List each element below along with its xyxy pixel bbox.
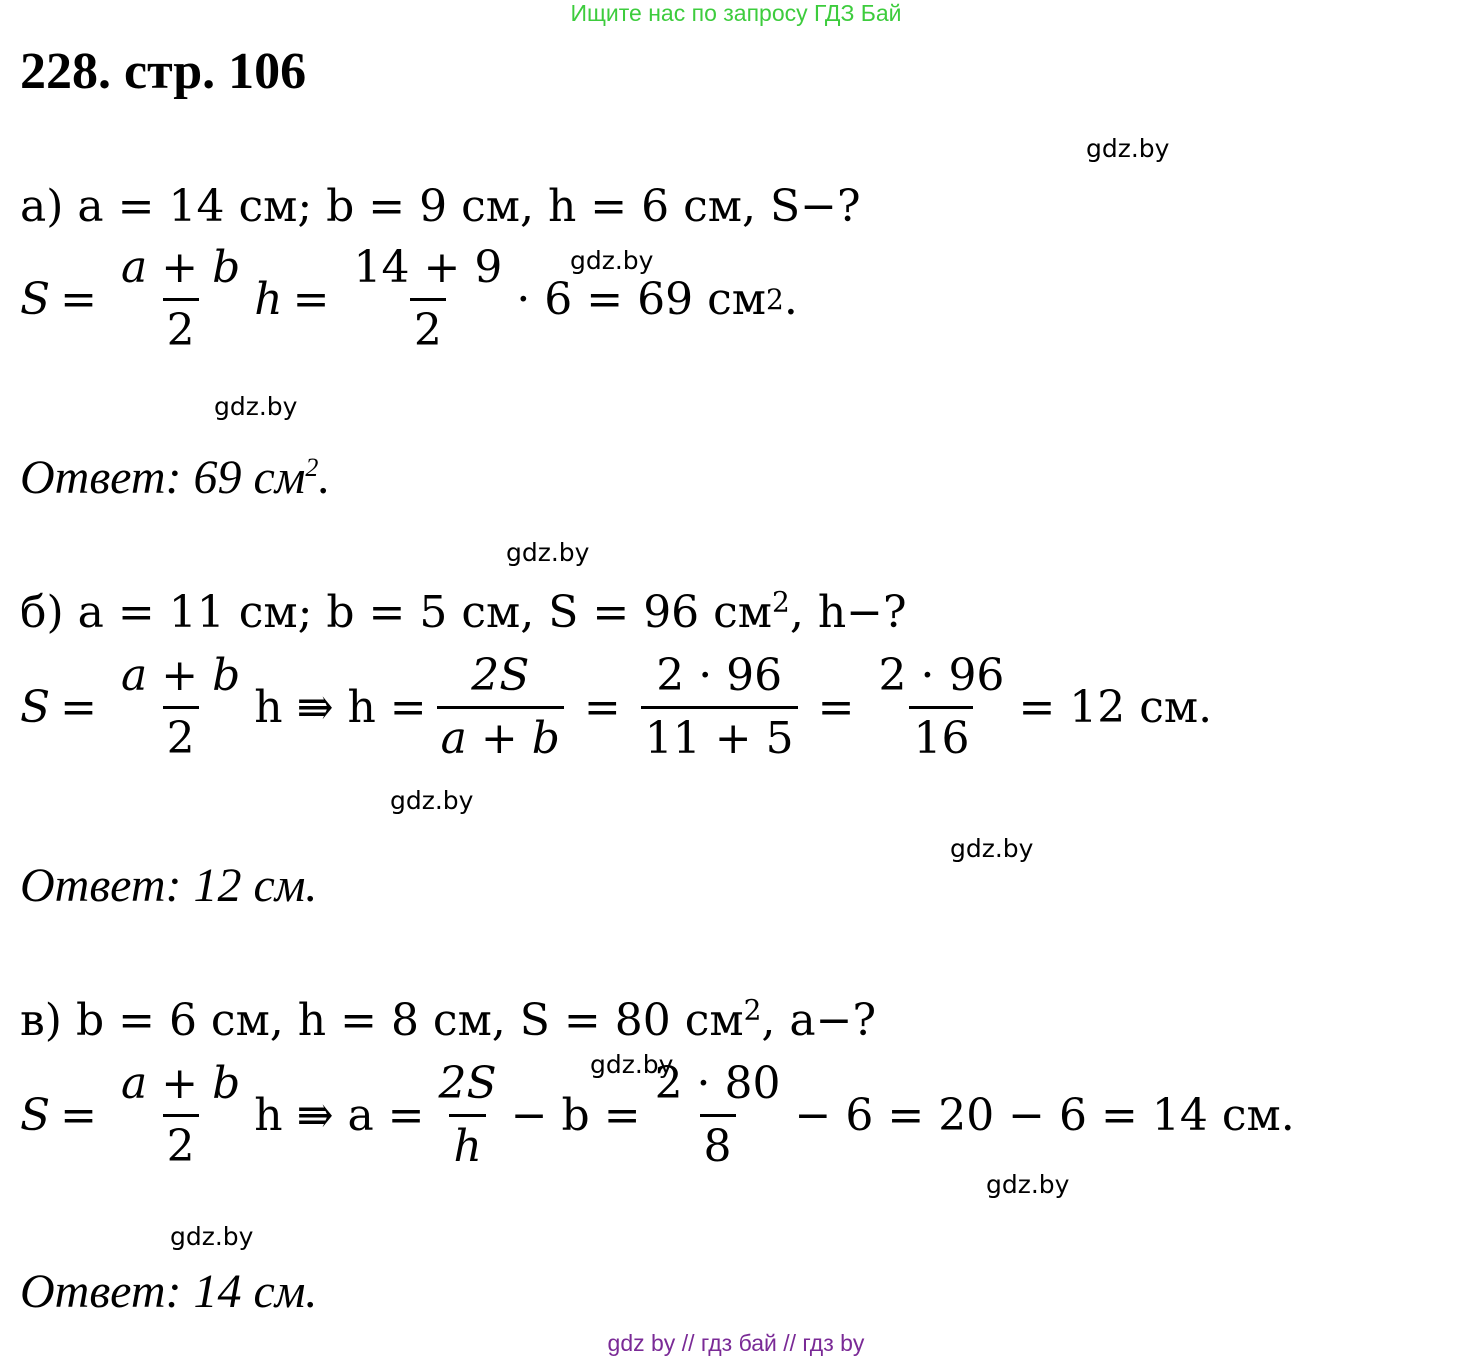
answer-text: Ответ: 69 см [20, 451, 306, 504]
exercise-title: 228. стр. 106 [20, 43, 307, 100]
formula-end: . [783, 273, 798, 325]
formula-result: − 6 = 20 − 6 = 14 см. [794, 1089, 1295, 1141]
fraction-numerator: 2 · 80 [654, 1058, 781, 1109]
part-b-condition [20, 585, 907, 638]
fraction-denominator: h [453, 1121, 482, 1172]
answer-end: . [318, 451, 331, 504]
fraction-numerator: 14 + 9 [353, 242, 503, 293]
fraction [117, 652, 244, 763]
part-a-answer [20, 450, 330, 505]
fraction-denominator: 2 [163, 298, 199, 355]
formula-mid: h ⇛ a = [254, 1089, 425, 1141]
formula-result: · 6 = 69 см [516, 273, 766, 325]
watermark: gdz.by [214, 392, 298, 421]
fraction-numerator: 2 · 96 [656, 650, 783, 701]
fraction-numerator: a + b [121, 242, 241, 293]
fraction [435, 1060, 501, 1171]
part-b-condition-text: a = 11 см; b = 5 см, S = 96 см [77, 587, 773, 638]
watermark: gdz.by [590, 1050, 674, 1079]
fraction-denominator: a + b [440, 713, 560, 764]
part-c-answer: Ответ: 14 см. [20, 1265, 318, 1318]
formula-mid: h ⇛ h = [254, 681, 427, 733]
formula-lhs: S [20, 681, 51, 733]
fraction [641, 652, 798, 763]
fraction-numerator: a + b [121, 650, 241, 701]
fraction [117, 244, 244, 355]
watermark: gdz.by [506, 538, 590, 567]
formula-mid2: − b = [510, 1089, 641, 1141]
fraction-numerator: a + b [121, 1058, 241, 1109]
watermark: gdz.by [570, 246, 654, 275]
part-a-label: а) [20, 181, 64, 232]
fraction-numerator: 2S [471, 650, 530, 701]
part-b-condition-end: , h−? [789, 587, 907, 638]
formula-lhs: S [20, 1089, 51, 1141]
fraction-numerator: 2 · 96 [878, 650, 1005, 701]
superscript: 2 [772, 585, 790, 619]
part-c-condition-text: b = 6 см, h = 8 см, S = 80 см [75, 995, 744, 1046]
fraction-denominator: 16 [909, 706, 973, 763]
fraction-denominator: 8 [700, 1114, 736, 1171]
part-b-formula: S = $\frac{a + b}{2}$ h ⇛ h = $\frac{2S}{a + b}$ = $\frac{2 \cdot 96}{11 + 5}$ = $\frac{2 \cdot 96}{16}$ = 12 см. [20, 650, 1213, 764]
part-c-condition-end: , a−? [761, 995, 877, 1046]
formula-lhs: S [20, 273, 51, 325]
part-a-formula: S = $\frac{a + b}{2}$ h = $\frac{14 + 9}{2}$ · 6 = 69 см 2 . [20, 242, 798, 356]
fraction-denominator: 11 + 5 [641, 706, 798, 763]
fraction-numerator: 2S [438, 1058, 497, 1109]
part-c-condition [20, 993, 877, 1046]
formula-var: h [254, 273, 283, 325]
fraction [437, 652, 564, 763]
search-banner: Ищите нас по запросу ГДЗ Бай [570, 0, 902, 26]
fraction [350, 244, 507, 355]
part-c-formula: S = $\frac{a + b}{2}$ h ⇛ a = $\frac{2S}{h}$ − b = $\frac{2 \cdot 80}{8}$ − 6 = 20 − 6 = 14 см. [20, 1058, 1295, 1172]
fraction-denominator: 2 [163, 706, 199, 763]
watermark: gdz.by [170, 1222, 254, 1251]
fraction [874, 652, 1008, 763]
part-a-condition [20, 182, 861, 232]
fraction [651, 1060, 785, 1171]
fraction [117, 1060, 244, 1171]
part-b-answer: Ответ: 12 см. [20, 859, 318, 912]
watermark: gdz.by [986, 1170, 1070, 1199]
watermark: gdz.by [950, 834, 1034, 863]
fraction-denominator: 2 [163, 1114, 199, 1171]
watermark: gdz.by [390, 786, 474, 815]
part-c-label: в) [20, 995, 62, 1046]
superscript: 2 [305, 453, 319, 482]
superscript: 2 [743, 993, 762, 1027]
footer-links: gdz by // гдз бай // гдз by [607, 1330, 865, 1356]
fraction-denominator: 2 [410, 298, 446, 355]
formula-result: = 12 см. [1018, 681, 1213, 733]
part-a-condition-text: a = 14 см; b = 9 см, h = 6 см, S−? [77, 181, 861, 232]
watermark: gdz.by [1086, 134, 1170, 163]
part-b-label: б) [20, 587, 64, 638]
